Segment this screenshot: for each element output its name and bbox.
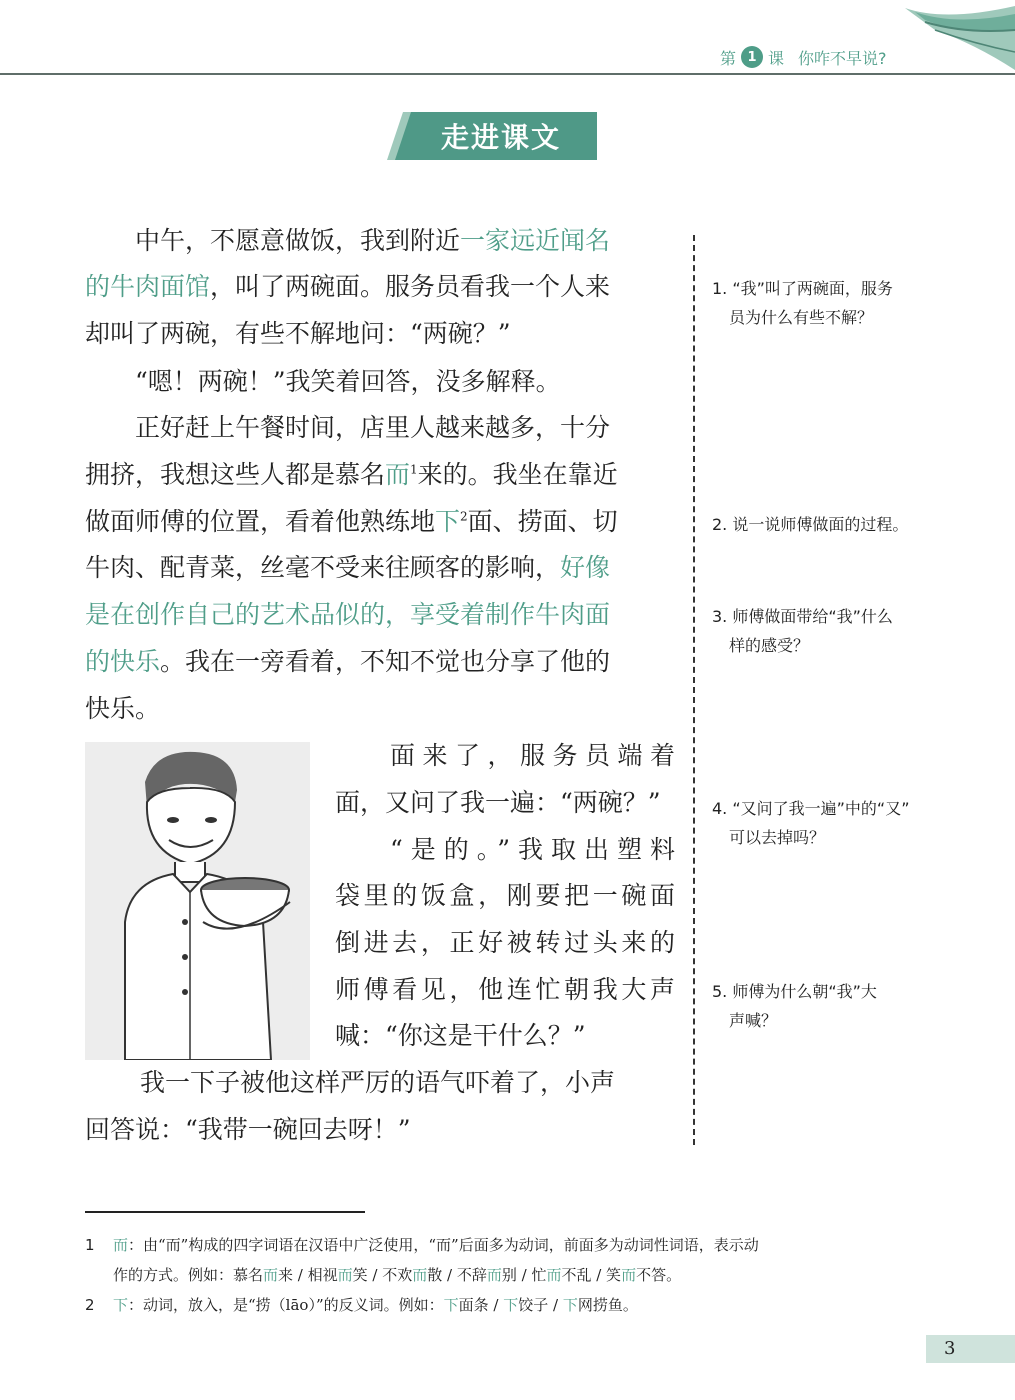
text-line: 拥挤，我想这些人都是慕名而$^1$来的。我坐在靠近: [85, 460, 618, 489]
footnote-2: 2 下：动词，放入，是“捞（lāo）”的反义词。例如：下面条 / 下饺子 / 下网捞鱼。: [85, 1296, 638, 1314]
text-line: 我一下子被他这样严厉的语气吓着了，小声: [140, 1068, 616, 1097]
chef-illustration: [85, 742, 310, 1060]
text-line: 倒进去，正好被转过头来的: [335, 928, 675, 957]
text-line: 师傅看见，他连忙朝我大声: [335, 975, 675, 1004]
question-4: 4. “又问了我一遍”中的“又” 可以去掉吗？: [712, 799, 910, 847]
text-line: “嗯！两碗！”我笑着回答，没多解释。: [135, 367, 561, 396]
text-line: 却叫了两碗，有些不解地问：“两碗？”: [85, 319, 511, 348]
section-title: 走进课文: [440, 121, 561, 154]
header-divider: [0, 73, 1015, 75]
lesson-suffix: 课: [768, 48, 785, 68]
text-line: 袋里的饭盒，刚要把一碗面: [335, 881, 675, 910]
question-2: 2. 说一说师傅做面的过程。: [712, 515, 909, 534]
text-line: 正好赶上午餐时间，店里人越来越多，十分: [135, 413, 611, 442]
lesson-prefix: 第: [720, 48, 737, 68]
footnote-rule: [85, 1211, 365, 1213]
footnote-ref-1: 1: [410, 462, 418, 477]
lesson-title: 你咋不早说?: [798, 48, 887, 68]
text-line: 的快乐。我在一旁看着，不知不觉也分享了他的: [85, 647, 611, 676]
text-line: 回答说：“我带一碗回去呀！”: [85, 1115, 411, 1144]
text-line: 中午，不愿意做饭，我到附近一家远近闻名: [135, 226, 611, 255]
footnote-1: 1 而：由“而”构成的四字词语在汉语中广泛使用，“而”后面多为动词，前面多为动词性词语，表示动 作的方式。例如：慕名而来 / 相视而笑 / 不欢而散 / 不辞而别 / 忙而不乱 / 笑而不答。: [85, 1236, 759, 1284]
text-line: 面来了，服务员端着: [390, 741, 675, 770]
text-line: 喊：“你这是干什么？”: [335, 1021, 586, 1050]
section-banner: [387, 112, 597, 160]
text-line: 的牛肉面馆，叫了两碗面。服务员看我一个人来: [85, 272, 611, 301]
text-line: 做面师傅的位置，看着他熟练地下$^2$面、捞面、切: [85, 507, 618, 536]
text-line: 牛肉、配青菜，丝毫不受来往顾客的影响，好像: [85, 553, 611, 582]
lesson-number-badge: 1: [741, 46, 763, 68]
text-line: 快乐。: [85, 694, 161, 723]
question-1: 1. “我”叫了两碗面，服务 员为什么有些不解？: [712, 279, 893, 327]
footnote-ref-2: 2: [460, 509, 468, 524]
question-3: 3. 师傅做面带给“我”什么 样的感受？: [712, 607, 893, 655]
question-5: 5. 师傅为什么朝“我”大 声喊？: [712, 982, 877, 1030]
text-line: “是的。”我取出塑料: [390, 835, 675, 864]
margin-divider: [693, 235, 695, 1145]
chef-drawing-icon: [85, 742, 310, 1060]
lesson-header: [720, 44, 887, 70]
text-line: 面，又问了我一遍：“两碗？”: [335, 788, 661, 817]
page-number: 3: [926, 1335, 1015, 1363]
roof-decoration-icon: [905, 0, 1015, 70]
text-line: 是在创作自己的艺术品似的，享受着制作牛肉面: [85, 600, 611, 629]
